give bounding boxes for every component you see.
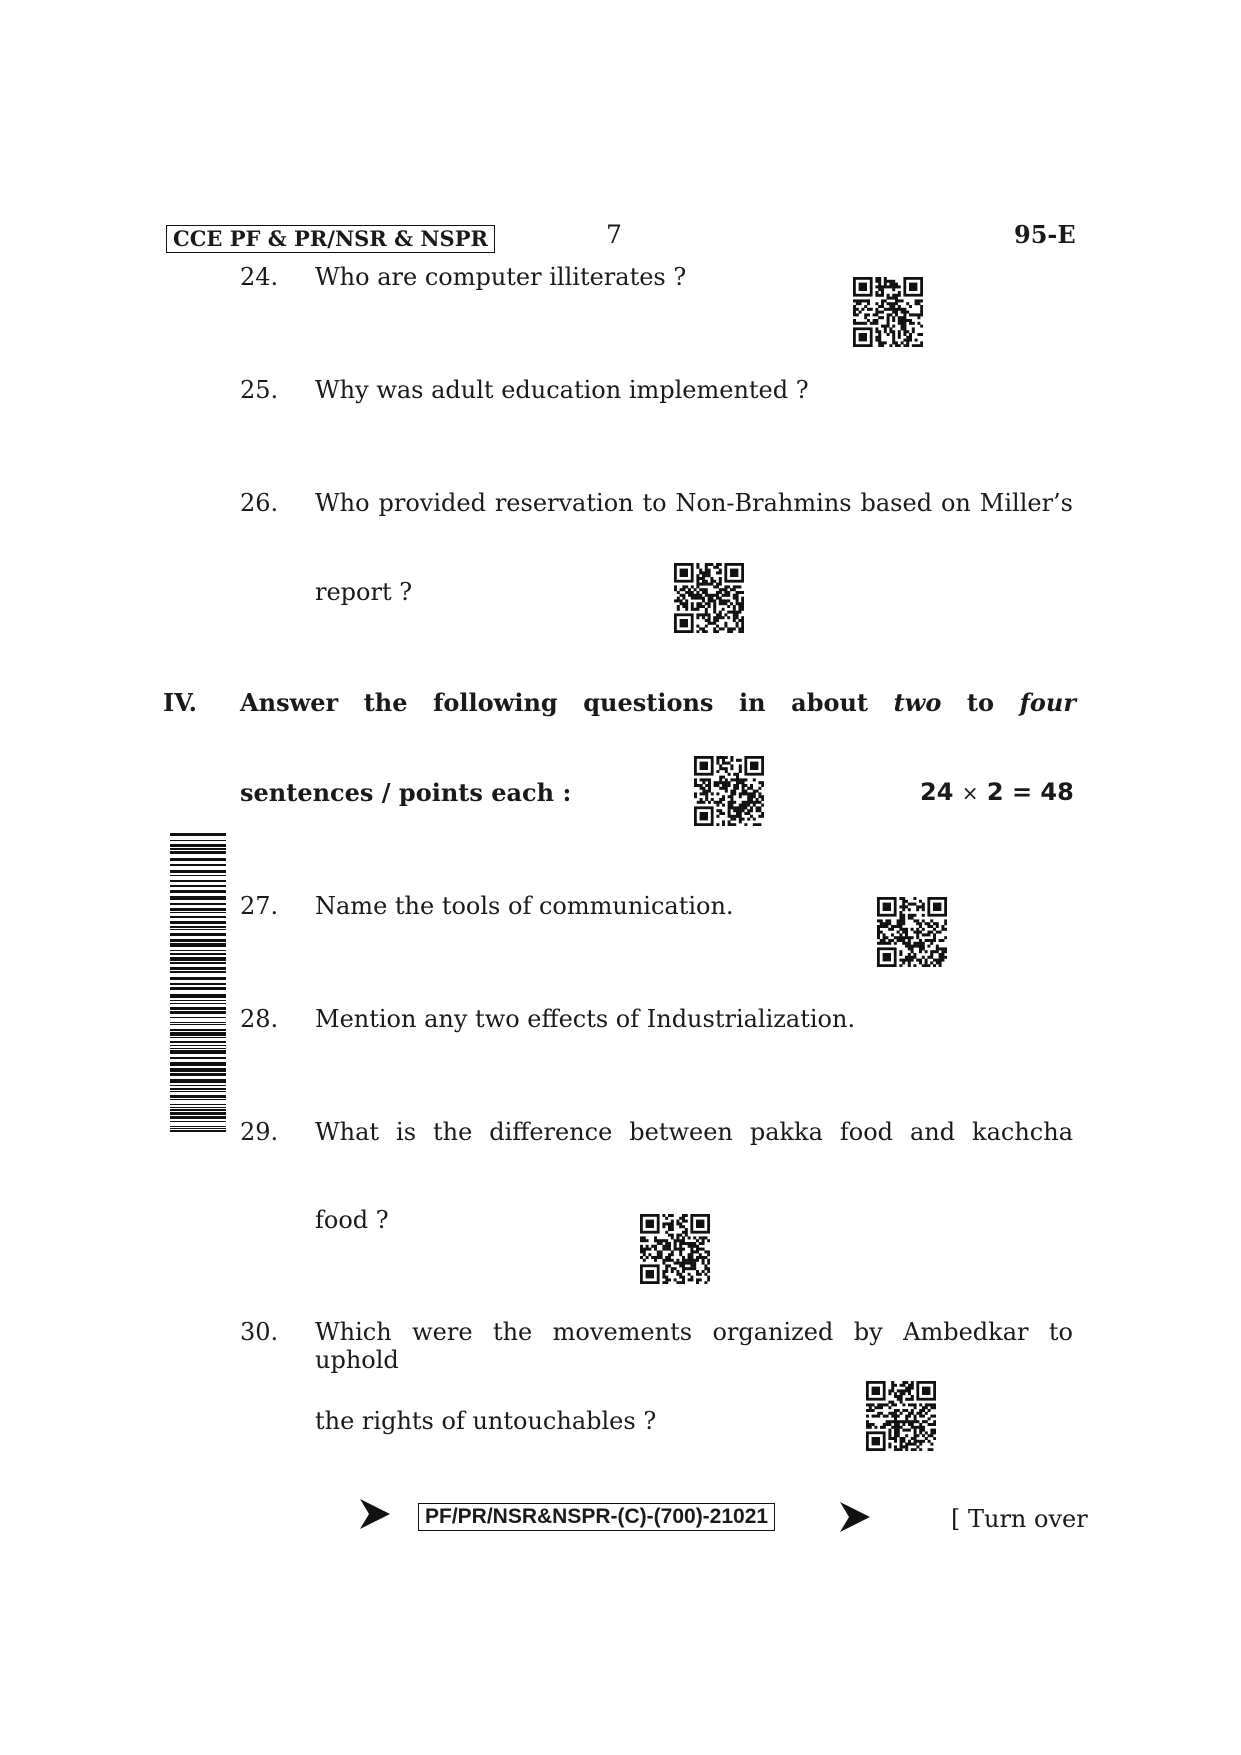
exam-label: CCE PF & PR/NSR & NSPR xyxy=(166,225,495,253)
qr-code-icon xyxy=(640,1214,710,1284)
question-number: 24. xyxy=(240,263,279,291)
question-text: Who provided reservation to Non-Brahmins based on Miller’s xyxy=(315,489,1073,517)
qr-code-icon xyxy=(853,277,923,347)
section-instruction-continued: sentences / points each : xyxy=(240,778,572,807)
qr-code-icon xyxy=(866,1381,936,1451)
section-marks: 24 × 2 = 48 xyxy=(920,778,1074,806)
turn-over-label: [ Turn over xyxy=(951,1505,1088,1533)
question-number: 28. xyxy=(240,1005,279,1033)
question-number: 29. xyxy=(240,1118,279,1146)
question-number: 25. xyxy=(240,376,279,404)
section-instruction: Answer the following questions in about two to four xyxy=(240,688,1076,717)
question-text-continued: food ? xyxy=(315,1206,389,1234)
question-text-continued: the rights of untouchables ? xyxy=(315,1407,657,1435)
question-text: Which were the movements organized by Ambedkar to uphold xyxy=(315,1318,1073,1374)
question-number: 27. xyxy=(240,892,279,920)
page-number: 7 xyxy=(606,220,622,249)
question-text: What is the difference between pakka food and kachcha xyxy=(315,1118,1073,1146)
qr-code-icon xyxy=(877,897,947,967)
barcode-icon xyxy=(170,833,226,1133)
question-number: 26. xyxy=(240,489,279,517)
footer-code: PF/PR/NSR&NSPR-(C)-(700)-21021 xyxy=(418,1503,775,1531)
question-text: Name the tools of communication. xyxy=(315,892,734,920)
question-text-continued: report ? xyxy=(315,578,413,606)
qr-code-icon xyxy=(694,756,764,826)
question-text: Who are computer illiterates ? xyxy=(315,263,687,291)
section-number: IV. xyxy=(163,688,198,717)
question-text: Why was adult education implemented ? xyxy=(315,376,809,404)
qr-code-icon xyxy=(674,563,744,633)
arrowhead-icon xyxy=(838,1500,872,1534)
paper-code: 95-E xyxy=(1014,220,1076,249)
question-number: 30. xyxy=(240,1318,279,1346)
question-text: Mention any two effects of Industrialization. xyxy=(315,1005,856,1033)
arrowhead-icon xyxy=(358,1497,392,1531)
